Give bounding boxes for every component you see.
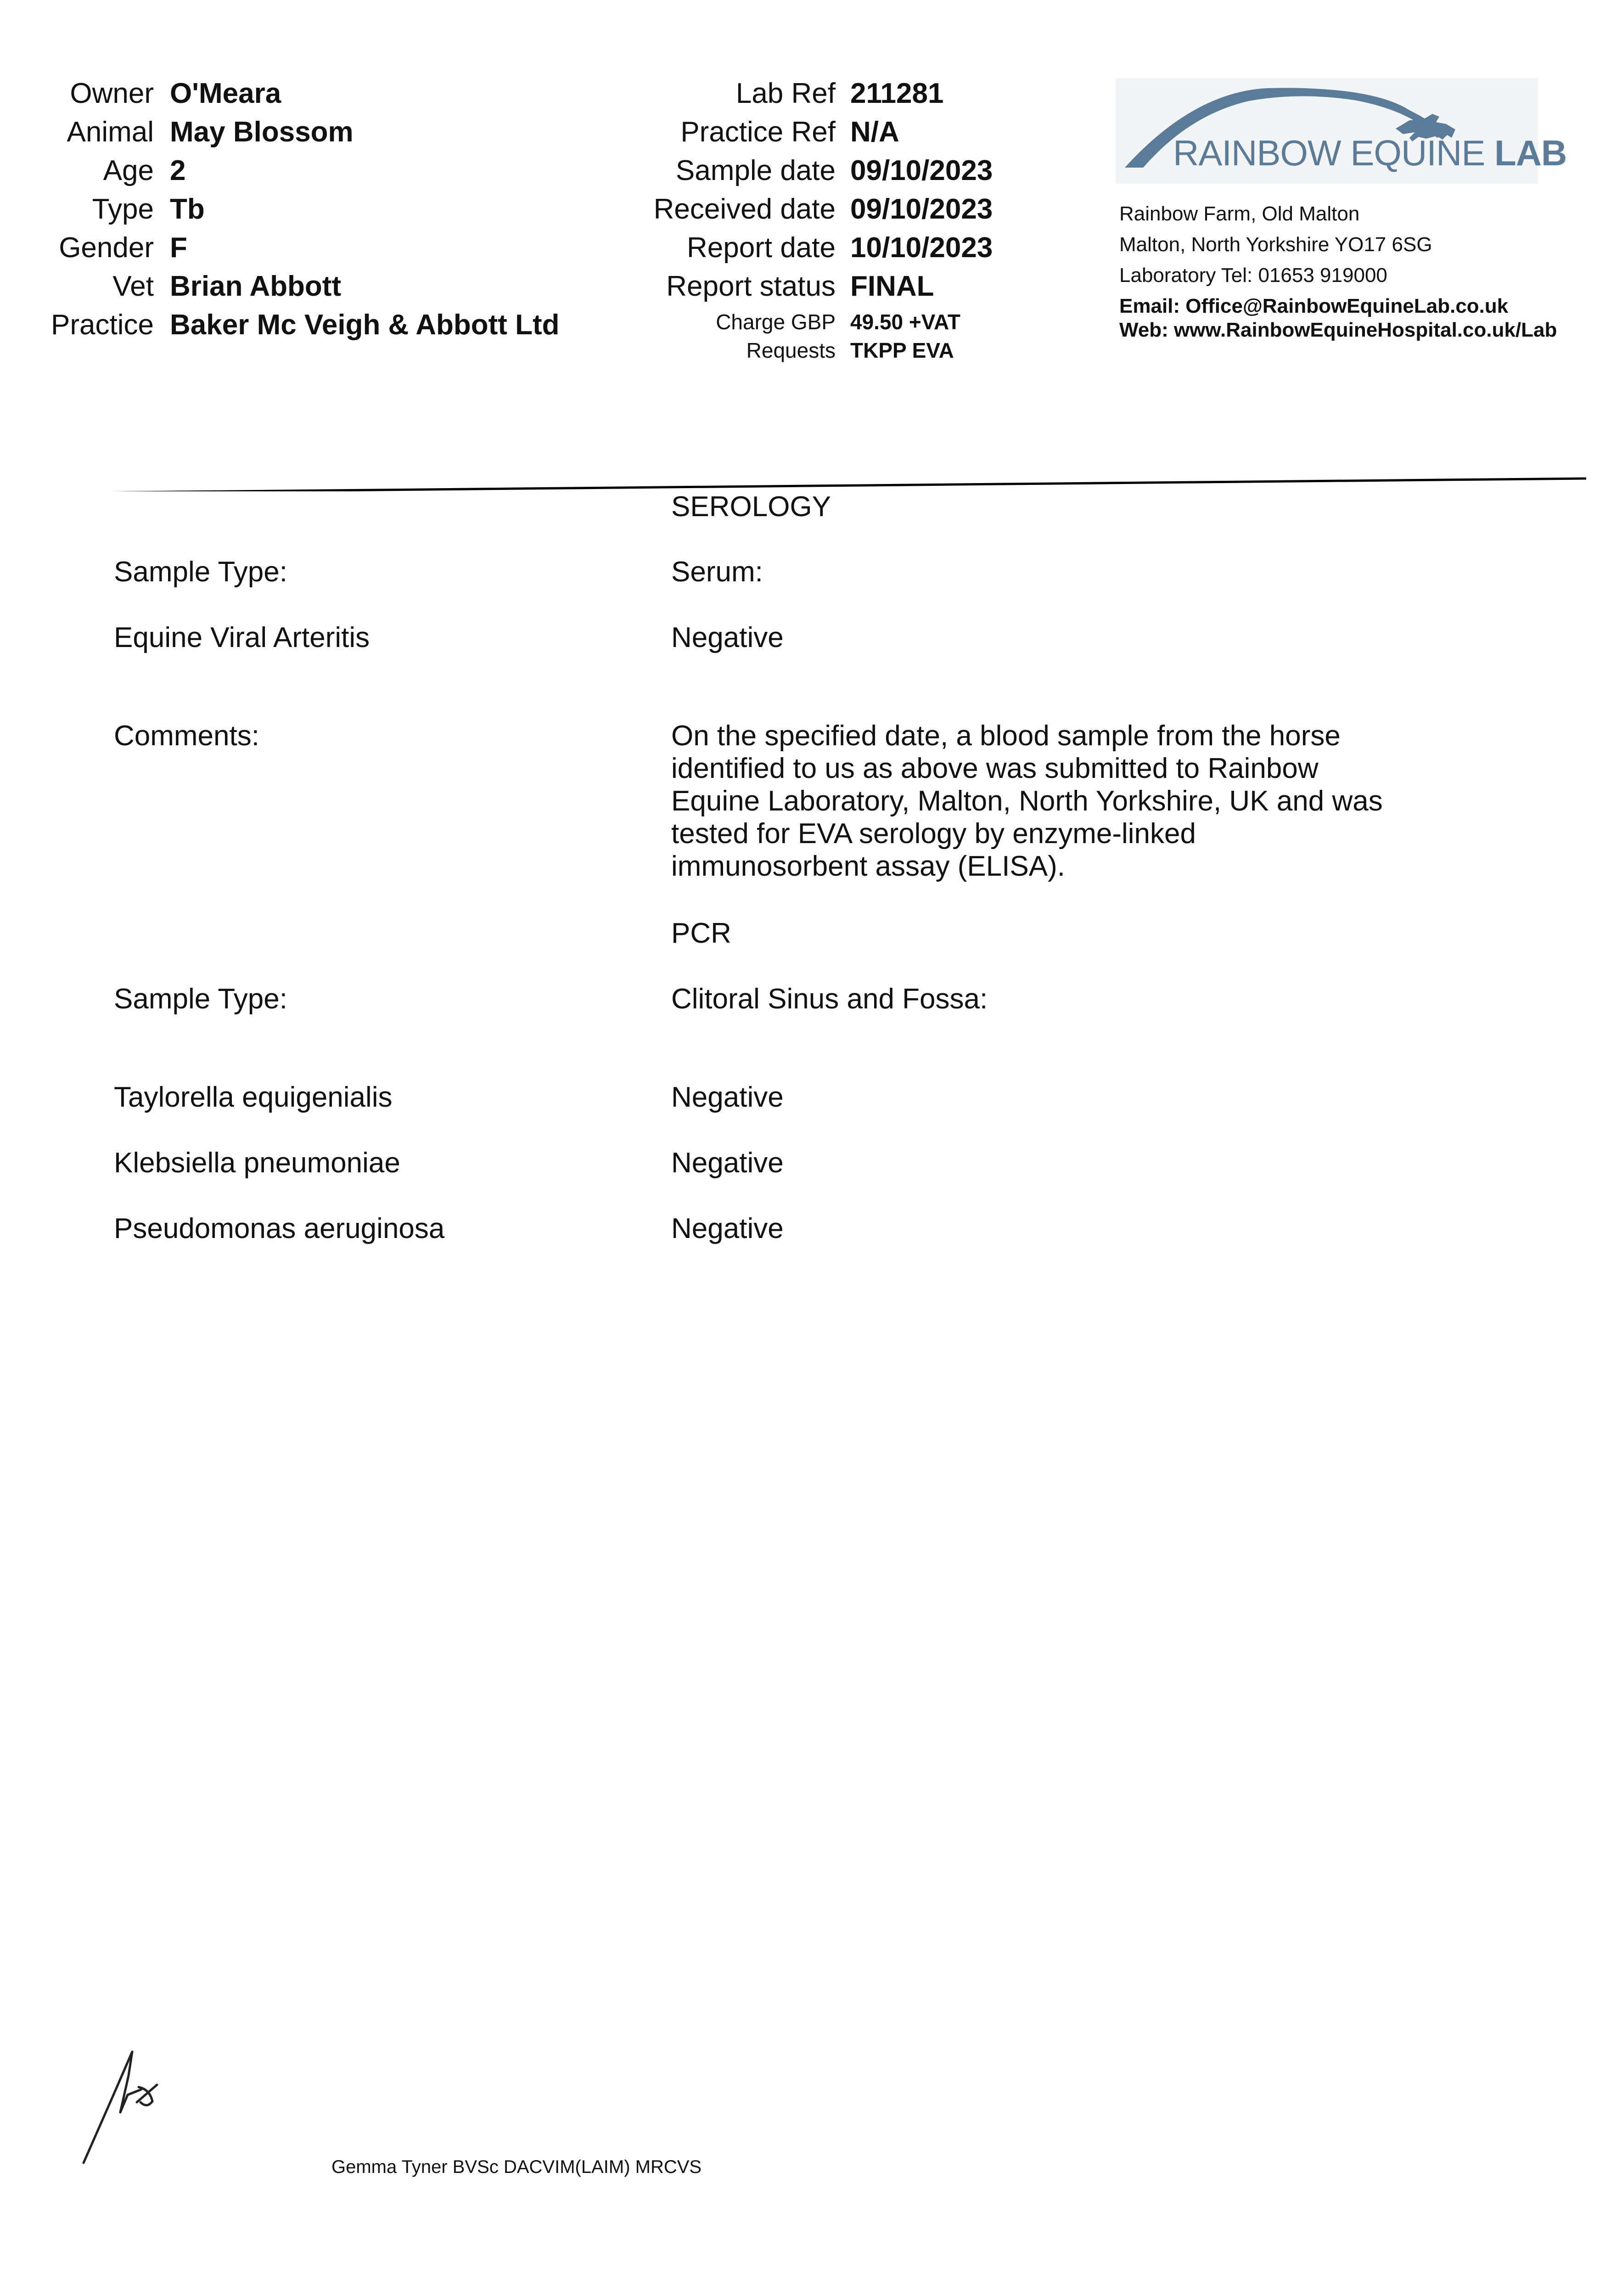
header-divider (0, 473, 1622, 491)
logo-text-bold: LAB (1494, 133, 1567, 173)
logo-text-light: RAINBOW EQUINE (1173, 133, 1485, 173)
vet-value: Brian Abbott (170, 270, 342, 302)
signature-name: Gemma Tyner BVSc DACVIM(LAIM) MRCVS (331, 2157, 702, 2177)
charge-value: 49.50 +VAT (850, 310, 960, 334)
serology-heading: SEROLOGY (671, 491, 831, 523)
comments-text: On the specified date, a blood sample from the horse identified to us as above was submitted to Rainbow Equine Laboratory, Malton, North Yorkshire, UK and was tested for EVA serology by enzyme-linked immunosorbent assay (ELISA). (671, 720, 1383, 882)
test-result: Negative (671, 1213, 784, 1244)
vet-label: Vet (112, 270, 154, 302)
practice-ref-label: Practice Ref (680, 116, 836, 148)
received-date-label: Received date (653, 193, 836, 225)
test-result: Negative (671, 1147, 784, 1179)
lab-web: Web: www.RainbowEquineHospital.co.uk/Lab (1119, 319, 1557, 341)
pcr-sample-type-label: Sample Type: (114, 983, 287, 1015)
type-label: Type (92, 193, 154, 225)
requests-value: TKPP EVA (850, 338, 954, 362)
test-name: Pseudomonas aeruginosa (114, 1213, 445, 1244)
comments-label: Comments: (114, 720, 259, 752)
lab-ref-label: Lab Ref (735, 78, 836, 109)
animal-label: Animal (67, 116, 154, 148)
charge-label: Charge GBP (716, 310, 836, 334)
animal-value: May Blossom (170, 116, 354, 148)
sample-date-label: Sample date (675, 155, 836, 186)
report-date-value: 10/10/2023 (850, 232, 993, 264)
received-date-value: 09/10/2023 (850, 193, 993, 225)
test-name: Taylorella equigenialis (114, 1081, 393, 1113)
address-line1: Rainbow Farm, Old Malton (1119, 203, 1360, 225)
test-result: Negative (671, 1081, 784, 1113)
report-status-value: FINAL (850, 270, 934, 302)
signature-icon (78, 2043, 197, 2181)
owner-value: O'Meara (170, 78, 281, 109)
lab-logo (1116, 78, 1567, 184)
serology-sample-type-value: Serum: (671, 556, 763, 588)
address-line2: Malton, North Yorkshire YO17 6SG (1119, 233, 1432, 256)
requests-label: Requests (746, 338, 836, 362)
sample-date-value: 09/10/2023 (850, 155, 993, 186)
report-status-label: Report status (666, 270, 836, 302)
age-label: Age (103, 155, 154, 186)
lab-tel: Laboratory Tel: 01653 919000 (1119, 264, 1387, 287)
lab-ref-value: 211281 (850, 78, 944, 109)
practice-value: Baker Mc Veigh & Abbott Ltd (170, 309, 560, 341)
type-value: Tb (170, 193, 205, 225)
gender-label: Gender (59, 232, 154, 264)
test-name: Klebsiella pneumoniae (114, 1147, 400, 1179)
practice-ref-value: N/A (850, 116, 899, 148)
lab-email: Email: Office@RainbowEquineLab.co.uk (1119, 295, 1509, 317)
practice-label: Practice (51, 309, 154, 341)
eva-test-result: Negative (671, 622, 784, 653)
gender-value: F (170, 232, 187, 264)
pcr-sample-type-value: Clitoral Sinus and Fossa: (671, 983, 988, 1015)
pcr-heading: PCR (671, 917, 731, 949)
owner-label: Owner (70, 78, 154, 109)
serology-sample-type-label: Sample Type: (114, 556, 287, 588)
age-value: 2 (170, 155, 186, 186)
eva-test-label: Equine Viral Arteritis (114, 622, 370, 653)
report-date-label: Report date (687, 232, 836, 264)
